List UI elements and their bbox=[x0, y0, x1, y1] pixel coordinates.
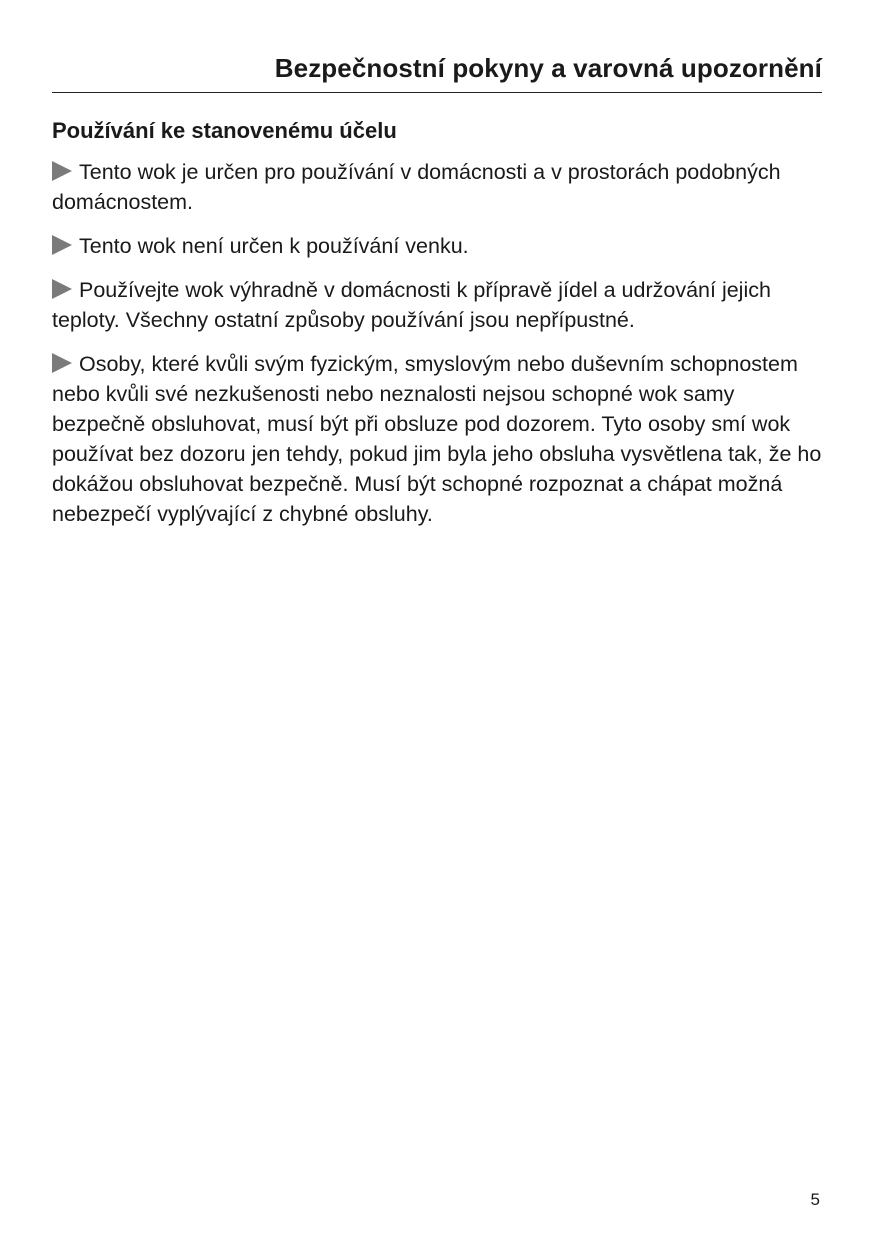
paragraph-text: Osoby, které kvůli svým fyzickým, smyslovým nebo duševním schopnostem nebo kvůli své nezkušenosti nebo neznalosti nejsou schopné wok samy bezpečně obsluhovat, musí být při obsluze pod dozorem. Tyto osoby smí wok používat bez dozoru jen tehdy, pokud jim byla jeho obsluha vysvětlena tak, že ho dokážou obsluhovat bezpečně. Musí být schopné rozpoznat a chápat možná nebezpečí vyplývající z chybné obsluhy. bbox=[52, 352, 822, 526]
bullet-paragraph bbox=[52, 275, 822, 335]
section-title: Používání ke stanovenému účelu bbox=[52, 118, 397, 143]
triangle-right-icon bbox=[52, 161, 72, 181]
triangle-right-icon bbox=[52, 279, 72, 299]
page-title: Bezpečnostní pokyny a varovná upozornění bbox=[274, 53, 822, 83]
page-header bbox=[52, 52, 822, 93]
triangle-right-icon bbox=[52, 353, 72, 373]
bullet-paragraph bbox=[52, 349, 822, 529]
paragraph-text: Používejte wok výhradně v domácnosti k přípravě jídel a udržování jejich teploty. Všechny ostatní způsoby používání jsou nepřípustné. bbox=[52, 278, 771, 332]
paragraph-text: Tento wok není určen k používání venku. bbox=[79, 234, 469, 258]
bullet-paragraph bbox=[52, 231, 822, 261]
page-number: 5 bbox=[810, 1190, 820, 1209]
triangle-right-icon bbox=[52, 235, 72, 255]
main-content bbox=[52, 116, 822, 543]
paragraph-text: Tento wok je určen pro používání v domácnosti a v prostorách podobných domácnostem. bbox=[52, 160, 781, 214]
bullet-paragraph bbox=[52, 157, 822, 217]
